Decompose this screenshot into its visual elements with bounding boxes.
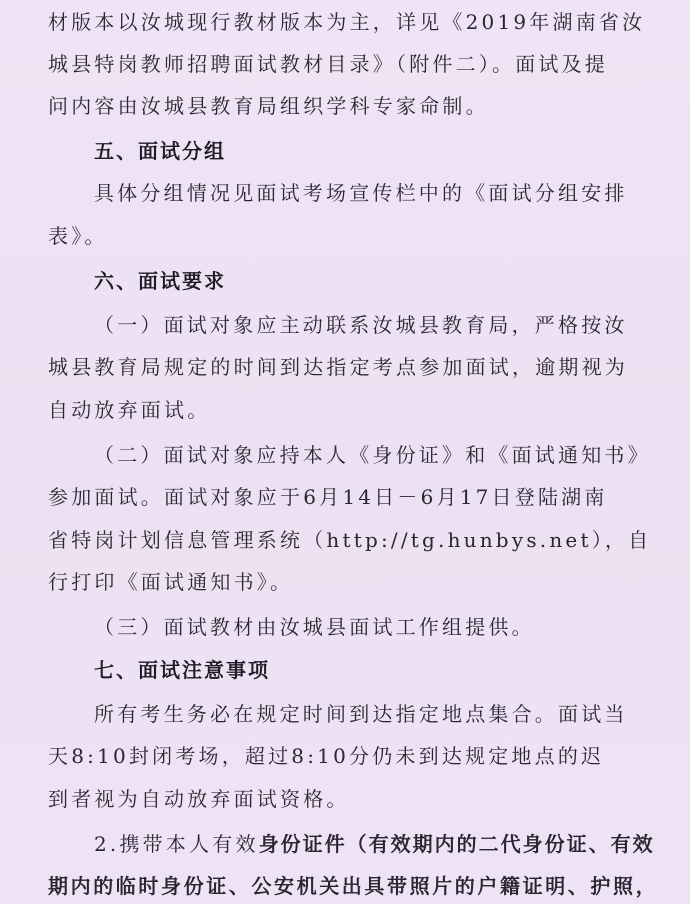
paragraph-line: 到者视为自动放弃面试资格。 bbox=[48, 787, 350, 811]
bold-text: 身份证件（有效期内的二代身份证、有效 bbox=[258, 832, 655, 856]
paragraph-line bbox=[94, 830, 668, 858]
paragraph-line: 问内容由汝城县教育局组织学科专家命制。 bbox=[48, 94, 489, 118]
paragraph-line: （三）面试教材由汝城县面试工作组提供。 bbox=[94, 615, 535, 639]
paragraph-line: 期内的临时身份证、公安机关出具带照片的户籍证明、护照， bbox=[48, 874, 659, 898]
paragraph-line: 材版本以汝城现行教材版本为主，详见《2019年湖南省汝 bbox=[48, 10, 646, 34]
paragraph-line: 天8:10封闭考场，超过8:10分仍未到达规定地点的迟 bbox=[48, 744, 605, 768]
paragraph-line: 所有考生务必在规定时间到达指定地点集合。面试当 bbox=[94, 702, 628, 726]
paragraph-line: （二）面试对象应持本人《身份证》和《面试通知书》 bbox=[94, 443, 651, 467]
paragraph-line: 自动放弃面试。 bbox=[48, 398, 211, 422]
paragraph-line: 表》。 bbox=[48, 224, 108, 248]
paragraph-line: 行打印《面试通知书》。 bbox=[48, 570, 294, 594]
paragraph-line: 省特岗计划信息管理系统（http://tg.hunbys.net），自 bbox=[48, 528, 652, 552]
paragraph-line: 参加面试。面试对象应于6月14日－6月17日登陆湖南 bbox=[48, 485, 608, 509]
paragraph-line: （一）面试对象应主动联系汝城县教育局，严格按汝 bbox=[94, 313, 628, 337]
section-heading-6: 六、面试要求 bbox=[94, 269, 226, 293]
section-heading-7: 七、面试注意事项 bbox=[94, 658, 270, 682]
paragraph-line: 具体分组情况见面试考场宣传栏中的《面试分组安排 bbox=[94, 181, 628, 205]
item-number-text: 2.携带本人有效 bbox=[94, 832, 259, 856]
section-heading-5: 五、面试分组 bbox=[94, 139, 226, 163]
paragraph-line: 城县特岗教师招聘面试教材目录》（附件二）。面试及提 bbox=[48, 52, 608, 76]
paragraph-line: 城县教育局规定的时间到达指定考点参加面试，逾期视为 bbox=[48, 355, 628, 379]
